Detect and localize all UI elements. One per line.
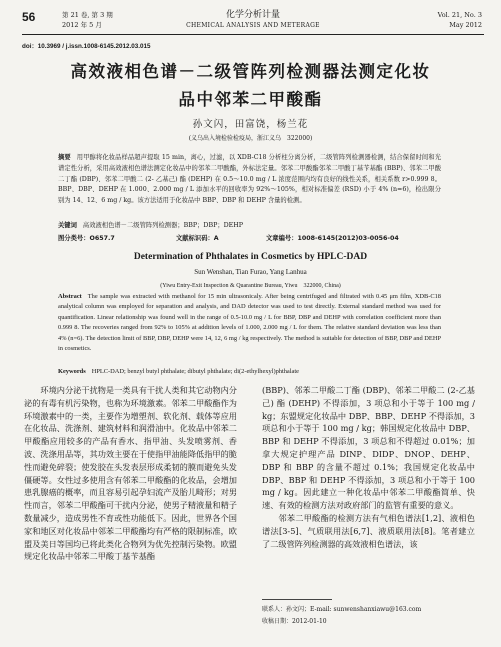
- body-paragraph: 环境内分泌干扰物是一类具有干扰人类和其它动物内分泌的有毒有机污染物，也称为环境激素。邻苯二甲酸酯作为环境激素中的一类，主要作为增塑剂、软化剂、载体等应用在化妆品、洗涤剂、建筑材料和润滑油中。化妆品中邻苯二甲酸酯应用较多的产品有香水、指甲油、头发喷雾剂、香波、洗涤用品等，其功效主要在于使指甲油能降低指甲的脆性而避免碎裂；使发胶在头发表层形成柔韧的膜而避免头发僵硬等。女性过多使用含有邻苯二甲酸酯的化妆品，会增加患乳腺癌的概率，而且容易引起孕妇流产及胎儿畸形；对男性而言，邻苯二甲酸酯可干扰内分泌，使男子精液量和精子数量减少，造成男性不育或性功能低下。因此，世界各个国家和地区对化妆品中邻苯二甲酸酯均有严格的限制标准，欧盟及美日等国均已将此类化合物列为优先控制污染物。欧盟规定化妆品中邻苯二甲酸丁基苄基酯: [24, 385, 237, 562]
- body-column-left: [24, 384, 237, 563]
- footnote-divider: [262, 599, 332, 600]
- classification-row: [58, 233, 441, 242]
- issue-date-en: May 2012: [449, 21, 482, 29]
- clc-number: 图分类号：O657.7: [58, 235, 115, 242]
- keywords-cn-label: 关键词: [58, 222, 77, 229]
- volume-issue-en: Vol. 21, No. 3: [437, 11, 482, 19]
- english-affiliation: (Yiwu Entry-Exit Inspection & Quarantine Bureau, Yiwu 322000, China): [160, 283, 341, 289]
- running-header: [22, 8, 484, 35]
- abstract-en-label: Abstract: [58, 293, 82, 300]
- abstract-cn-label: 摘要: [58, 154, 71, 161]
- abstract-en-text: The sample was extracted with methanol for 15 min ultrasonicaly. After being centrifuged and filtrated with 0.45 μm film, XDB-C18 analytical column was employed for separation and analysis, and DAD detector was used to test directly. External standard method was used for quantification. Linear relationship was found well in the range of 0.5-10.0 mg / L for BBP, DBP and DEHP with correlation coefficient more than 0.999 8. The recoveries ranged from 92% to 105% at addition levels of 1.000, 2.000 mg / L for them. The relative standard deviation was less than 4% (n=6). The detection limit of BBP, DBP, DEHP were 14, 12, 6 mg / kg respectively. The method is suitable for detection of BBP, DBP and DEHP in cosmetics.: [58, 293, 441, 353]
- issue-date: 2012 年 5 月: [62, 21, 102, 29]
- keywords-en: [58, 368, 441, 375]
- abstract-cn-text: 用甲醇将化妆品样品超声提取 15 min，离心，过滤，以 XDB-C18 分析柱分离分析，二级管阵列检测器检测，结合保留时间和光谱定性分析，采用高效液相色谱法测定化妆品中的邻苯二甲酸酯，外标法定量。邻苯二甲酸酯邻苯二甲酸丁基苄基酯 (BBP)、邻苯二甲酸二丁酯 (DBP)、邻苯二甲酸二 (2- 乙基己) 酯 (DEHP) 在 0.5～10.0 mg / L 浓度范围内均有良好的线性关系，相关系数 r>0.999 8。BBP、DBP、DEHP 在 1.000、2.000 mg / L 添加水平的回收率为 92%～105%，相对标准偏差 (RSD) 小于 4% (n=6)，检出限分别为 14、12、6 mg / kg。该方法适用于化妆品中 BBP、DBP 和 DEHP 含量的检测。: [58, 154, 442, 205]
- abstract-cn: [58, 153, 441, 207]
- authors: 孙文闪，田富饶，杨兰花: [192, 119, 309, 130]
- paper-title-line2: 品中邻苯二甲酸酯: [178, 90, 323, 109]
- doi: doi：10.3969 / j.issn.1008-6145.2012.03.015: [22, 43, 151, 50]
- keywords-en-label: Keywords: [58, 368, 86, 375]
- english-authors: Sun Wenshan, Tian Furao, Yang Lanhua: [194, 268, 307, 276]
- body-paragraph: (BBP)、邻苯二甲酸二丁酯 (DBP)、邻苯二甲酸二 (2-乙基己) 酯 (DEHP) 不得添加，3 项总和小于等于 100 mg / kg；东盟规定化妆品中 DBP、BBP、DEHP 不得添加，3 项总和小于等于 100 mg / kg；韩国规定化妆品中 DBP、BBP 和 DEHP 不得添加，3 项总和不得超过 0.01%；加拿大规定护理产品 DINP、DIDP、DNOP、DEHP、DBP 和 BBP 的含量不超过 0.1%；我国规定化妆品中 DBP、BBP 和 DEHP 不得添加，3 项总和小于等于 100 mg / kg。因此建立一种化妆品中邻苯二甲酸酯简单、快速、有效的检测方法对政府部门的监管有重要的意义。: [262, 385, 475, 511]
- document-code: 文献标识码：A: [176, 235, 219, 242]
- footnote-received: 收稿日期：2012-01-10: [262, 618, 327, 625]
- body-paragraph: 邻苯二甲酸酯的检测方法有气相色谱法[1,2]、液相色谱法[3-5]、气质联用法[6,7]、液质联用法[8]。笔者建立了二级管阵列检测器的高效液相色谱法，该: [262, 512, 475, 549]
- paper-title-line1: 高效液相色谱－二级管阵列检测器法测定化妆: [70, 62, 431, 81]
- keywords-cn-text: 高效液相色谱－二级管阵列检测器；BBP；DBP；DEHP: [82, 222, 244, 229]
- footnote-contact: 联系人：孙文闪；E-mail: sunwenshanxiawu@163.com: [262, 606, 422, 613]
- english-title: Determination of Phthalates in Cosmetics by HPLC-DAD: [133, 252, 368, 262]
- affiliation: (义乌出入境检验检疫局，浙江义乌 322000): [188, 135, 313, 142]
- article-number: 文章编号：1008-6145(2012)03-0056-04: [266, 235, 399, 242]
- journal-name-en: CHEMICAL ANALYSIS AND METERAGE: [186, 22, 320, 29]
- volume-issue: 第 21 卷, 第 3 期: [62, 11, 113, 19]
- abstract-en: [58, 292, 441, 354]
- body-column-right: [262, 384, 475, 550]
- keywords-cn: [58, 221, 441, 231]
- journal-name-cn: 化学分析计量: [225, 10, 280, 20]
- keywords-en-text: HPLC-DAD; benzyl butyl phthalate; dibutyl phthalate; di(2-ethylhexyl)phthalate: [91, 368, 299, 375]
- page-number: 56: [22, 10, 36, 24]
